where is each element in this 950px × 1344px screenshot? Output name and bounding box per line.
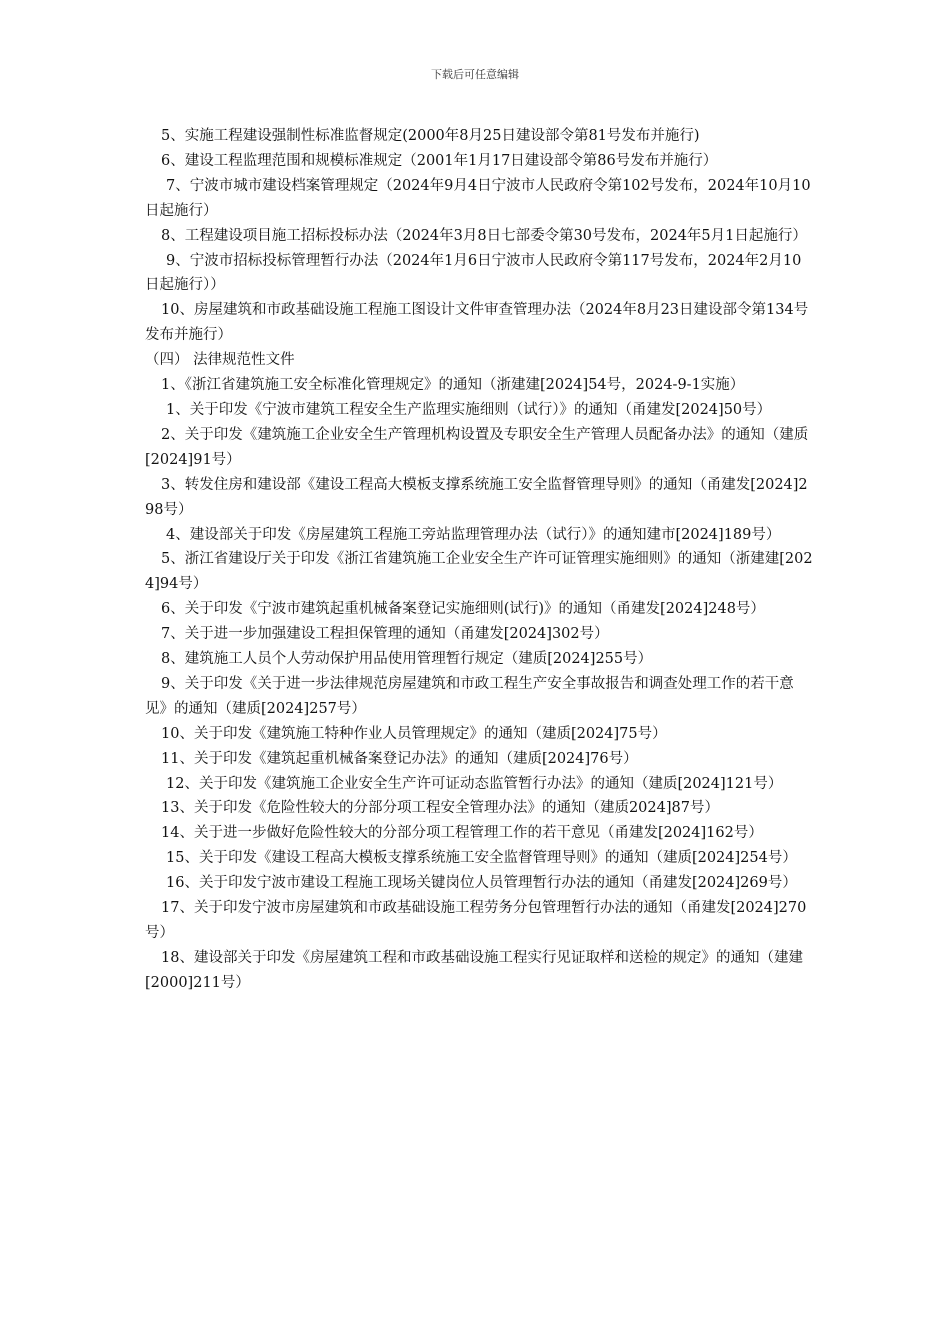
paragraph: 15、关于印发《建设工程高大模板支撑系统施工安全监督管理导则》的通知（建质[2024]254号） bbox=[166, 850, 797, 867]
paragraph: 12、关于印发《建筑施工企业安全生产许可证动态监管暂行办法》的通知（建质[2024]121号） bbox=[166, 775, 783, 792]
paragraph: 5、实施工程建设强制性标准监督规定(2000年8月25日建设部令第81号发布并施行) bbox=[161, 128, 700, 144]
paragraph: 2、关于印发《建筑施工企业安全生产管理机构设置及专职安全生产管理人员配备办法》的通知（建质[2024]91号） bbox=[145, 426, 809, 468]
paragraph: 3、转发住房和建设部《建设工程高大模板支撑系统施工安全监督管理导则》的通知（甬建发[2024]298号） bbox=[145, 476, 808, 518]
paragraph: 4、建设部关于印发《房屋建筑工程施工旁站监理管理办法（试行）》的通知建市[2024]189号） bbox=[166, 526, 781, 543]
paragraph: 18、建设部关于印发《房屋建筑工程和市政基础设施工程实行见证取样和送检的规定》的通知（建建[2000]211号） bbox=[145, 949, 803, 991]
paragraph: 1、《浙江省建筑施工安全标准化管理规定》的通知（浙建建[2024]54号，2024-9-1实施） bbox=[161, 377, 745, 394]
paragraph: 8、工程建设项目施工招标投标办法（2024年3月8日七部委令第30号发布，2024年5月1日起施行） bbox=[161, 227, 807, 244]
paragraph: 10、关于印发《建筑施工特种作业人员管理规定》的通知（建质[2024]75号） bbox=[161, 725, 667, 742]
document-body bbox=[145, 124, 815, 996]
paragraph: 16、关于印发宁波市建设工程施工现场关键岗位人员管理暂行办法的通知（甬建发[2024]269号） bbox=[166, 875, 797, 892]
paragraph: 14、关于进一步做好危险性较大的分部分项工程管理工作的若干意见（甬建发[2024]162号） bbox=[161, 825, 763, 842]
paragraph: 9、宁波市招标投标管理暂行办法（2024年1月6日宁波市人民政府令第117号发布，2024年2月10日起施行）） bbox=[145, 252, 802, 294]
paragraph: 6、关于印发《宁波市建筑起重机械备案登记实施细则(试行)》的通知（甬建发[2024]248号） bbox=[161, 601, 765, 618]
paragraph: 13、关于印发《危险性较大的分部分项工程安全管理办法》的通知（建质2024]87号） bbox=[161, 800, 719, 817]
section-heading: （四） 法律规范性文件 bbox=[145, 352, 295, 369]
paragraph: 8、建筑施工人员个人劳动保护用品使用管理暂行规定（建质[2024]255号） bbox=[161, 651, 653, 668]
page-header: 下载后可任意编辑 bbox=[431, 68, 519, 81]
paragraph: 1、关于印发《宁波市建筑工程安全生产监理实施细则（试行）》的通知（甬建发[2024]50号） bbox=[166, 401, 772, 418]
paragraph: 7、宁波市城市建设档案管理规定（2024年9月4日宁波市人民政府令第102号发布，2024年10月10日起施行） bbox=[145, 177, 811, 219]
paragraph: 11、关于印发《建筑起重机械备案登记办法》的通知（建质[2024]76号） bbox=[161, 750, 638, 767]
paragraph: 10、房屋建筑和市政基础设施工程施工图设计文件审查管理办法（2024年8月23日建设部令第134号发布并施行） bbox=[145, 302, 809, 344]
paragraph: 5、浙江省建设厅关于印发《浙江省建筑施工企业安全生产许可证管理实施细则》的通知（浙建建[2024]94号） bbox=[145, 551, 813, 593]
paragraph: 6、建设工程监理范围和规模标准规定（2001年1月17日建设部令第86号发布并施行） bbox=[161, 152, 718, 169]
paragraph: 9、关于印发《关于进一步法律规范房屋建筑和市政工程生产安全事故报告和调查处理工作的若干意见》的通知（建质[2024]257号） bbox=[145, 675, 794, 717]
paragraph: 7、关于进一步加强建设工程担保管理的通知（甬建发[2024]302号） bbox=[161, 626, 609, 643]
paragraph: 17、关于印发宁波市房屋建筑和市政基础设施工程劳务分包管理暂行办法的通知（甬建发[2024]270号） bbox=[145, 900, 807, 941]
